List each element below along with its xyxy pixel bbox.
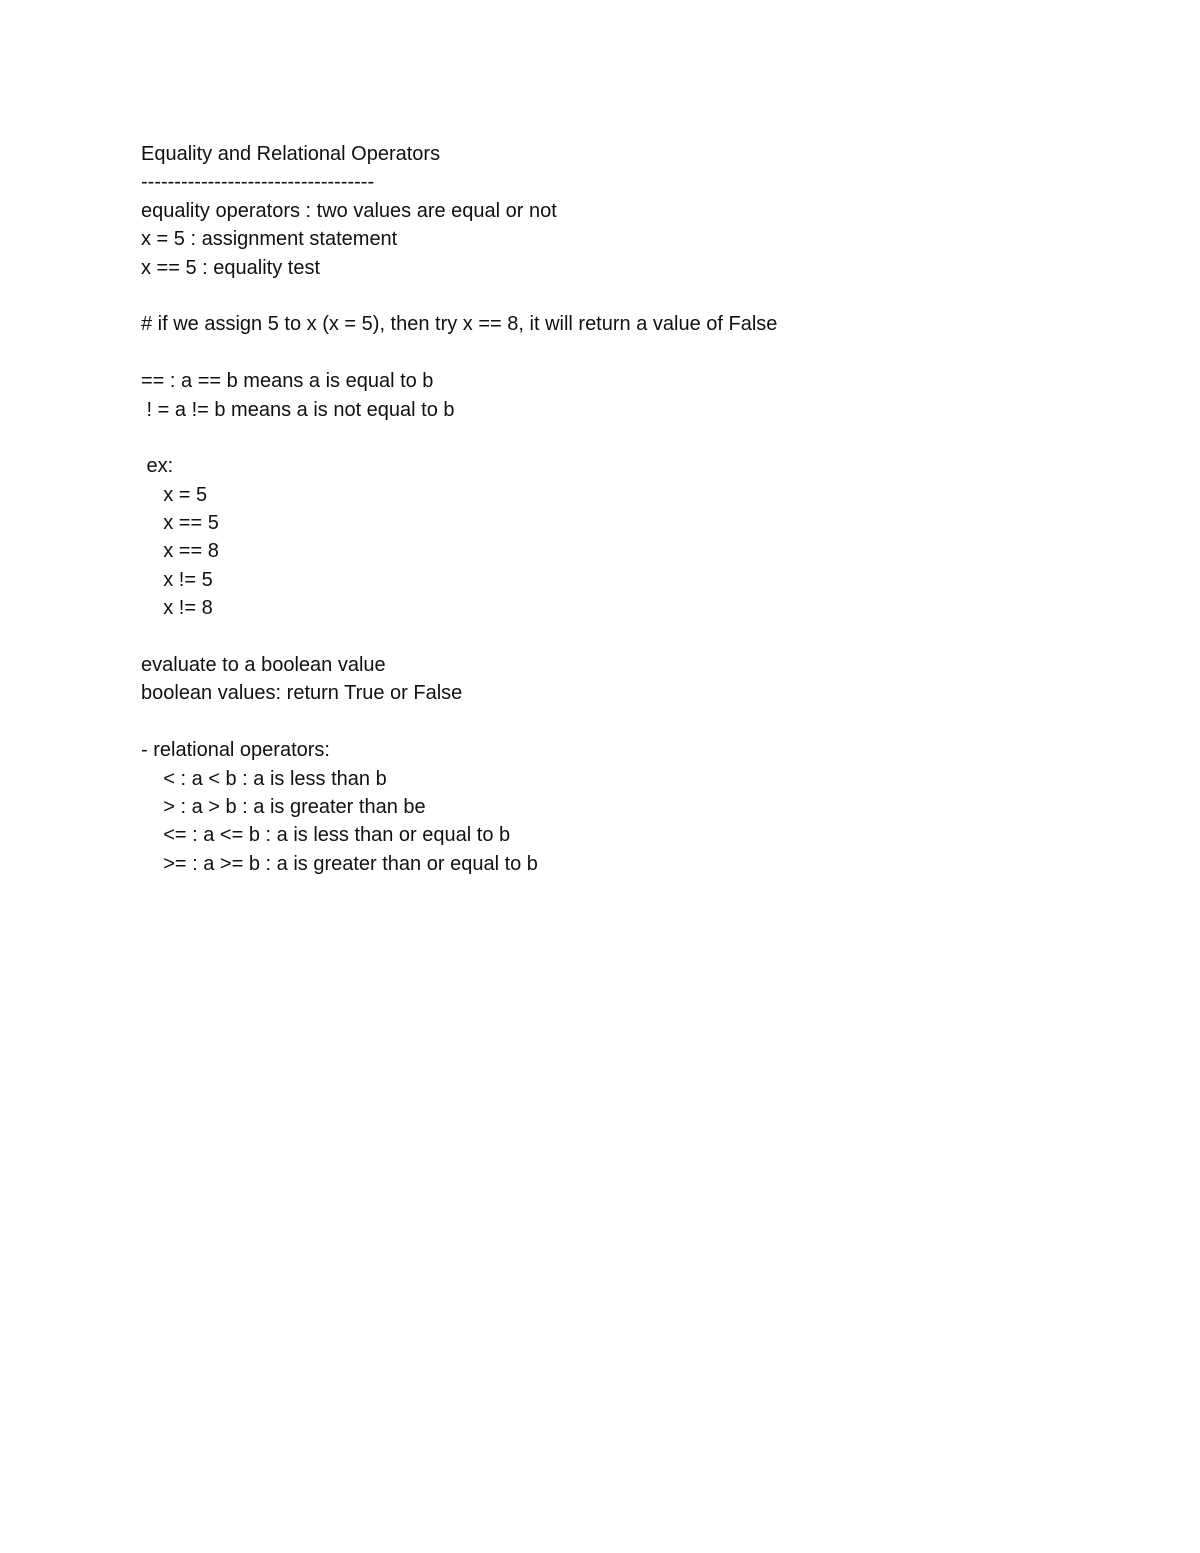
title-underline: ----------------------------------- (141, 171, 375, 194)
example-line: x = 5 (141, 483, 208, 506)
example-line: x == 8 (141, 540, 219, 563)
text-line: boolean values: return True or False (141, 682, 463, 705)
blank-line (141, 282, 1141, 310)
text-line: == : a == b means a is equal to b (141, 370, 434, 393)
example-line: x != 8 (141, 597, 213, 620)
operator-line: < : a < b : a is less than b (141, 767, 387, 790)
text-line: ! = a != b means a is not equal to b (141, 398, 455, 421)
document-body (141, 140, 1141, 878)
example-line: x != 5 (141, 568, 213, 591)
text-line: evaluate to a boolean value (141, 654, 386, 677)
document-title: Equality and Relational Operators (141, 143, 441, 165)
text-line: x = 5 : assignment statement (141, 228, 398, 251)
example-heading: ex: (141, 455, 174, 478)
comment-line: # if we assign 5 to x (x = 5), then try x == 8, it will return a value of False (141, 313, 778, 336)
blank-line (141, 623, 1141, 651)
text-line: x == 5 : equality test (141, 256, 320, 279)
blank-line (141, 424, 1141, 452)
text-line: equality operators : two values are equal or not (141, 199, 557, 222)
operator-line: > : a > b : a is greater than be (141, 795, 426, 818)
blank-line (141, 339, 1141, 367)
example-line: x == 5 (141, 512, 219, 535)
operator-line: >= : a >= b : a is greater than or equal to b (141, 852, 538, 875)
operator-line: <= : a <= b : a is less than or equal to b (141, 824, 511, 847)
blank-line (141, 708, 1141, 736)
section-heading: - relational operators: (141, 739, 330, 762)
